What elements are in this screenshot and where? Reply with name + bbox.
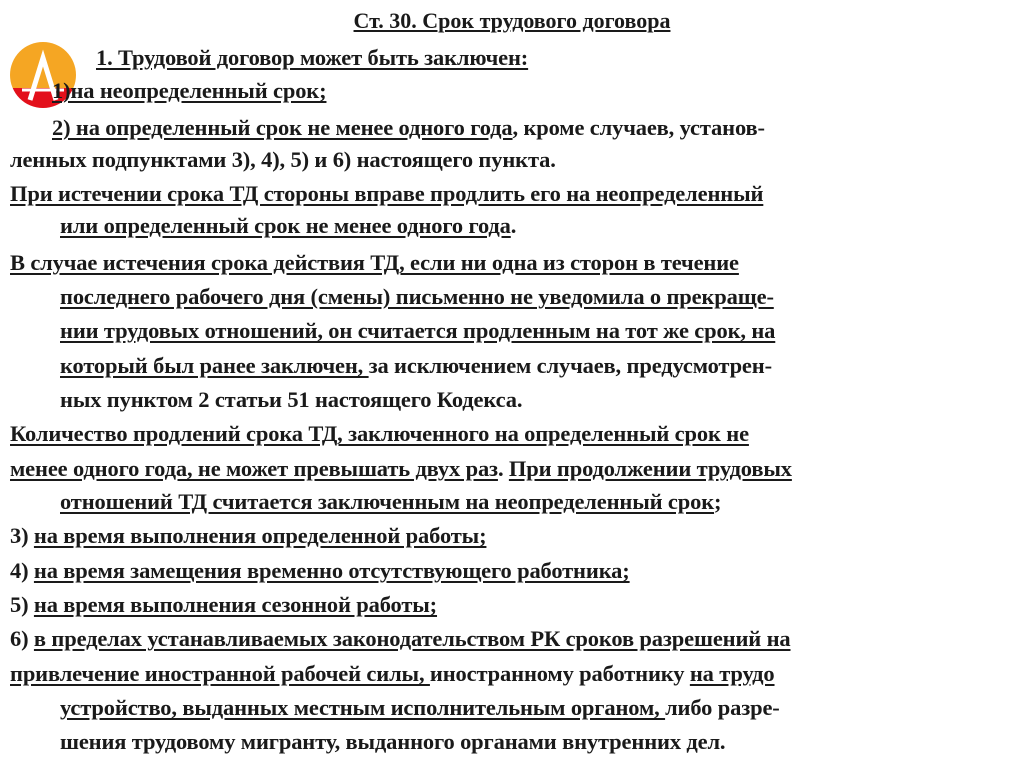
- body-line: [10, 625, 791, 653]
- plain-text: иностранному работнику: [429, 661, 690, 686]
- plain-text: 5): [10, 592, 34, 617]
- underlined-text: последнего рабочего дня (смены) письменно не уведомила о прекраще-: [60, 284, 774, 309]
- underlined-text: на время замещения временно отсутствующего работника;: [33, 558, 630, 583]
- plain-text: шения трудовому мигранту, выданного органами внутренних дел.: [60, 729, 726, 754]
- body-line: [96, 44, 528, 72]
- underlined-text: Количество продлений срока ТД, заключенного на определенный срок не: [10, 421, 749, 446]
- plain-text: 3): [10, 523, 34, 548]
- underlined-text: устройство, выданных местным исполнительным органом,: [60, 695, 666, 720]
- body-line: [52, 77, 326, 105]
- plain-text: .: [510, 213, 517, 238]
- plain-text: 6): [10, 626, 34, 651]
- body-line: [10, 557, 630, 585]
- body-line: [60, 317, 775, 345]
- body-line: [10, 249, 739, 277]
- body-line: [52, 114, 765, 142]
- underlined-text: В случае истечения срока действия ТД, если ни одна из сторон в течение: [10, 250, 739, 275]
- underlined-text: на трудо: [689, 661, 775, 686]
- body-line: [10, 660, 775, 688]
- body-line: [60, 694, 780, 722]
- underlined-text: на время выполнения сезонной работы;: [33, 592, 438, 617]
- body-line: [60, 212, 516, 240]
- underlined-text: 1. Трудовой договор может быть заключен:: [96, 45, 529, 70]
- plain-text: , кроме случаев, установ-: [512, 115, 765, 140]
- body-line: [10, 180, 763, 208]
- plain-text: либо разре-: [665, 695, 780, 720]
- underlined-text: в пределах устанавливаемых законодательством РК сроков разрешений на: [33, 626, 791, 651]
- body-line: [10, 591, 437, 619]
- underlined-text: 2) на определенный срок не менее одного года: [52, 115, 513, 140]
- underlined-text: привлечение иностранной рабочей силы,: [10, 661, 430, 686]
- slide-title: Ст. 30. Срок трудового договора: [353, 8, 671, 33]
- body-line: [10, 522, 486, 550]
- underlined-text: При продолжении трудовых: [508, 456, 792, 481]
- plain-text: .: [497, 456, 509, 481]
- underlined-text: нии трудовых отношений, он считается продленным на тот же срок, на: [60, 318, 776, 343]
- underlined-text: или определенный срок не менее одного года: [60, 213, 511, 238]
- body-line: [10, 420, 749, 448]
- body-line: [10, 146, 556, 174]
- body-line: [60, 386, 522, 414]
- plain-text: 4): [10, 558, 34, 583]
- body-line: [10, 455, 792, 483]
- body-line: [60, 488, 721, 516]
- underlined-text: менее одного года, не может превышать двух раз: [10, 456, 498, 481]
- plain-text: ных пунктом 2 статьи 51 настоящего Кодекса.: [60, 387, 523, 412]
- plain-text: ленных подпунктами 3), 4), 5) и 6) настоящего пункта.: [10, 147, 556, 172]
- plain-text: за исключением случаев, предусмотрен-: [368, 353, 772, 378]
- body-line: [60, 728, 725, 756]
- underlined-text: При истечении срока ТД стороны вправе продлить его на неопределенный: [10, 181, 764, 206]
- underlined-text: на время выполнения определенной работы;: [33, 523, 487, 548]
- underlined-text: отношений ТД считается заключенным на неопределенный срок: [60, 489, 715, 514]
- underlined-text: который был ранее заключен,: [60, 353, 369, 378]
- plain-text: ;: [714, 489, 722, 514]
- body-line: [60, 352, 772, 380]
- body-line: [60, 283, 774, 311]
- underlined-text: 1)на неопределенный срок;: [52, 78, 327, 103]
